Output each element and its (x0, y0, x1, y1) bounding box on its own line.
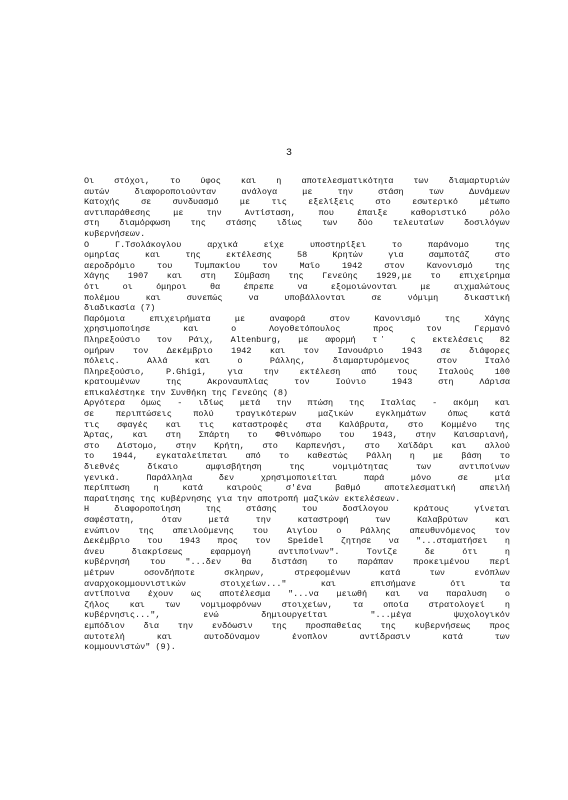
text-line: κυβέρνησή του "...δεν θα διστάση το παράπαν προκειμένου περί (84, 557, 510, 568)
text-line: πολέμου και συνεπώς να υποβάλλονται σε νόμιμη δικαστική (84, 292, 510, 303)
text-line: ομήρων τον Δεκέμβριο 1942 και τον Ιανουάριο 1943 σε διάφορες (84, 345, 510, 356)
text-line: Πληρεξούσιο τον Ράιχ, Altenburg, με αφορμή τ ̓ ς εκτελέσεις 82 (84, 334, 510, 345)
text-line: διεθνές δίκαιο αμφισβήτηση της νομιμότητας των αντιποίνων (84, 462, 510, 473)
text-line: διαδικασία (7) (84, 303, 156, 314)
text-line: άνευ διακρίσεως εφαρμογή αντιποίνων". Τονίζε δε ότι η (84, 546, 510, 557)
text-line: Πληρεξούσιο, P.Ghigi, για την εκτέλεση από τους Ιταλούς 100 (84, 366, 510, 377)
text-line: σε περιπτώσεις πολύ τραγικότερων μαζικών εγκλημάτων όπως κατά (84, 409, 510, 420)
text-line: στη διαμόρφωση της στάσης ιδίως των δύο τελευταίων δοσιλόγων (84, 218, 510, 229)
text-line: Ο Γ.Τσολάκογλου αρχικά είχε υποστηρίξει το παράνομο της (84, 239, 510, 250)
text-line: περίπτωση η κατά καιρούς σ'ένα βαθμό αποτελεσματική απειλή (84, 483, 510, 494)
text-line: Κατοχής σε συνδυασμό με τις εξελίξεις στο εσωτερικό μέτωπο (84, 197, 510, 208)
text-line: πόλεις. Αλλά και ο Ράλλης, διαμαρτυρόμενος στον Ιταλό (84, 356, 510, 367)
text-line: Η διαφοροποίηση της στάσης του δοσίλογου κράτους γίνεται (84, 504, 510, 515)
document-body (84, 176, 510, 653)
text-line: Οι στόχοι, το ύφος και η αποτελεσματικότητα των διαμαρτυριών (84, 176, 510, 186)
text-line: ζήλος και των νομιμοφρόνων στοιχείων, τα οποία στρατολογεί η (84, 599, 510, 610)
text-line: χρησιμοποίησε και ο Λογοθετόπουλος προς τον Γερμανό (84, 324, 510, 335)
text-line: ενώπιον της απειλούμενης του Αιγίου ο Ράλλης απευθυνόμενος τον (84, 525, 510, 536)
text-line: κυβέρνησις...", ενώ δημιουργείται "...μέγα ψυχολογικόν (84, 610, 510, 621)
text-line: κυβερνήσεων. (84, 228, 146, 239)
text-line: μέτρων οσονδήποτε σκληρων, στρεφομένων κατά των ενόπλων (84, 567, 510, 578)
text-line: σαφέστατη, όταν μετά την καταστροφή των Καλαβρύτων και (84, 515, 510, 525)
text-line: γενικά. Παράλληλα δεν χρησιμοποιείται παρά μόνο σε μία (84, 472, 510, 483)
text-line: Αργότερα όμως - ιδίως μετά την πτώση της Ιταλίας - ακόμη και (84, 398, 510, 409)
text-line: Άρτας, και στη Σπάρτη το Φθινόπωρο του 1943, στην Καισαριανή, (84, 430, 510, 441)
text-line: αυτοτελή και αυτοδύναμον ένοπλον αντίδρασιν κατά των (84, 631, 510, 642)
text-line: αντιπαράθεσης με την Αντίσταση, που έπαιξε καθοριστικό ρόλο (84, 207, 510, 218)
text-line: εμπόδιον δια την ενδόωσιν της προσπαθείας της κυβερνήσεως προς (84, 620, 510, 631)
text-line: αναρχοκομμουνιστικών στοιχείων..." και επισήμανε ότι τα (84, 578, 510, 589)
text-line: τις σφαγές και τις καταστροφές στα Καλάβρυτα, στο Κομμένο της (84, 419, 510, 430)
text-line: ομηρίας και της εκτέλεσης 58 Κρητών για σαμποτάζ στο (84, 250, 510, 261)
page-number: 3 (286, 148, 293, 159)
text-line: παραίτησης της κυβέρνησης για την αποτροπή μαζικών εκτελέσεων. (84, 493, 401, 504)
text-line: αεροδρόμιο του Τυμπακίου τον Μαϊο 1942 στον Κανονισμό της (84, 260, 510, 271)
text-line: κομμουνιστών" (9). (84, 642, 176, 653)
text-line: ότι οι όμηροι θα έπρεπε να εξομοιώνονται με αιχμαλώτους (84, 281, 510, 292)
text-line: Χάγης 1907 και στη Σύμβαση της Γενεύης 1929,με το επιχείρημα (84, 271, 510, 282)
text-line: αντίποινα έχουν ως αποτέλεσμα "...να μειωθή και να παραλυση ο (84, 589, 510, 600)
text-line: το 1944, εγκαταλείπεται από το καθεστώς Ράλλη η με βάση το (84, 451, 510, 462)
text-line: επικαλέστηκε την Συνθήκη της Γενεύης (8) (84, 387, 289, 398)
text-line: Δεκέμβριο του 1943 προς τον Speidel ζητησε να "...σταματήσει η (84, 536, 510, 547)
text-line: αυτών διαφοροποιούνταν ανάλογα με την στάση των Δυνάμεων (84, 186, 510, 197)
text-line: στο Δίστομο, στην Κρήτη, στο Καρπενήσι, στο Χαϊδάρι και αλλού (84, 440, 510, 451)
text-line: κρατουμένων της Ακροναυπλίας τον Ιούνιο 1943 στη Λάρισα (84, 377, 510, 388)
text-line: Παρόμοια επιχειρήματα με αναφορά στον Κανονισμό της Χάγης (84, 313, 510, 324)
